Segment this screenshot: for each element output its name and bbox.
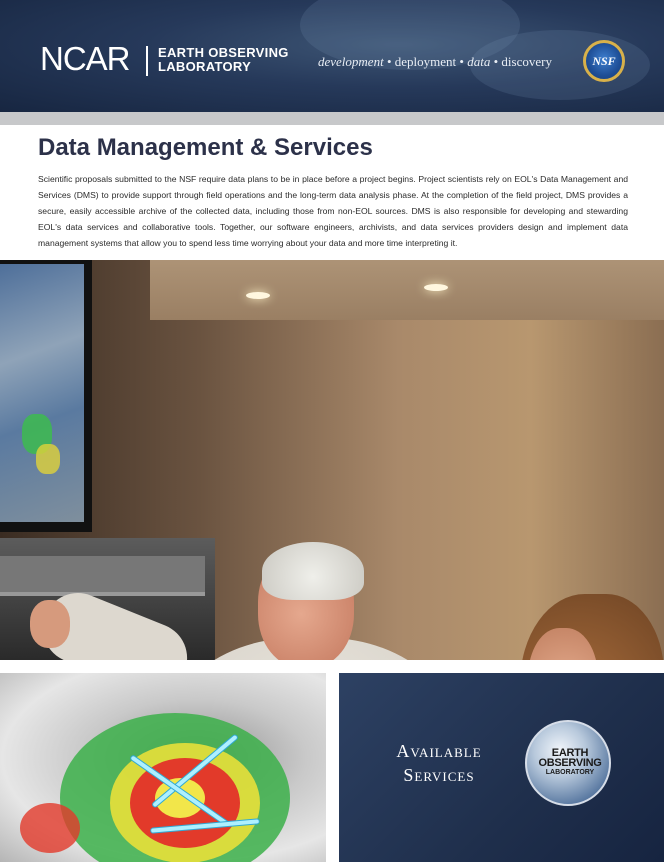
nsf-logo (583, 40, 625, 82)
equipment-case-lid (0, 556, 205, 596)
hurricane-radar-image (0, 673, 326, 862)
tagline-separator: • (493, 54, 499, 69)
tagline-development: development (318, 54, 384, 69)
ncar-logo: NCAR (40, 40, 130, 77)
eol-logo-line2: OBSERVING (538, 757, 602, 769)
header-band (0, 112, 664, 125)
radar-red (20, 803, 80, 853)
page-title: Data Management & Services (38, 134, 373, 161)
available-services-line2: Services (403, 765, 475, 785)
available-services-line1: Available (396, 741, 482, 761)
lab-name-line2: LABORATORY (158, 59, 252, 74)
eol-logo-line1: EARTH (551, 747, 589, 759)
operations-photo (0, 260, 664, 660)
lab-name (158, 46, 289, 74)
screen-storm (36, 444, 60, 474)
eol-globe-logo (525, 720, 611, 806)
available-services-heading (339, 739, 539, 787)
man-hair (262, 542, 364, 600)
monitor-screen (0, 264, 84, 522)
tagline-deployment: deployment (394, 54, 457, 69)
tagline-separator: • (459, 54, 464, 69)
eol-logo-text (527, 748, 613, 777)
tagline-separator: • (386, 54, 392, 69)
tagline-data: data (467, 54, 491, 69)
weather-monitor (0, 260, 92, 532)
lab-name-line1: EARTH OBSERVING (158, 45, 289, 60)
eol-logo-line3: LABORATORY (545, 769, 595, 776)
intro-paragraph: Scientific proposals submitted to the NSF require data plans to be in place before a project begins. Project scientists rely on EOL's Data Management and Services (DMS) to provide support through field operations and the long-term data analysis phase. At the completion of the field project, DMS provides a secure, easily accessible archive of the collected data, including those from non-EOL sources. DMS is also responsible for developing and stewarding EOL's data services and collaborative tools. Together, our software engineers, archivists, and data services providers design and implement data management systems that allow you to spend less time worrying about your data and more time interpreting it. (38, 174, 628, 248)
available-services-panel (339, 673, 664, 862)
tagline (318, 54, 552, 70)
tagline-discovery: discovery (501, 54, 552, 69)
header-banner (0, 0, 664, 112)
man-hand (30, 600, 70, 648)
photo-ceiling (150, 260, 664, 320)
ceiling-light (246, 292, 270, 299)
nsf-logo-text: NSF (592, 53, 616, 68)
logo-divider (146, 46, 148, 76)
